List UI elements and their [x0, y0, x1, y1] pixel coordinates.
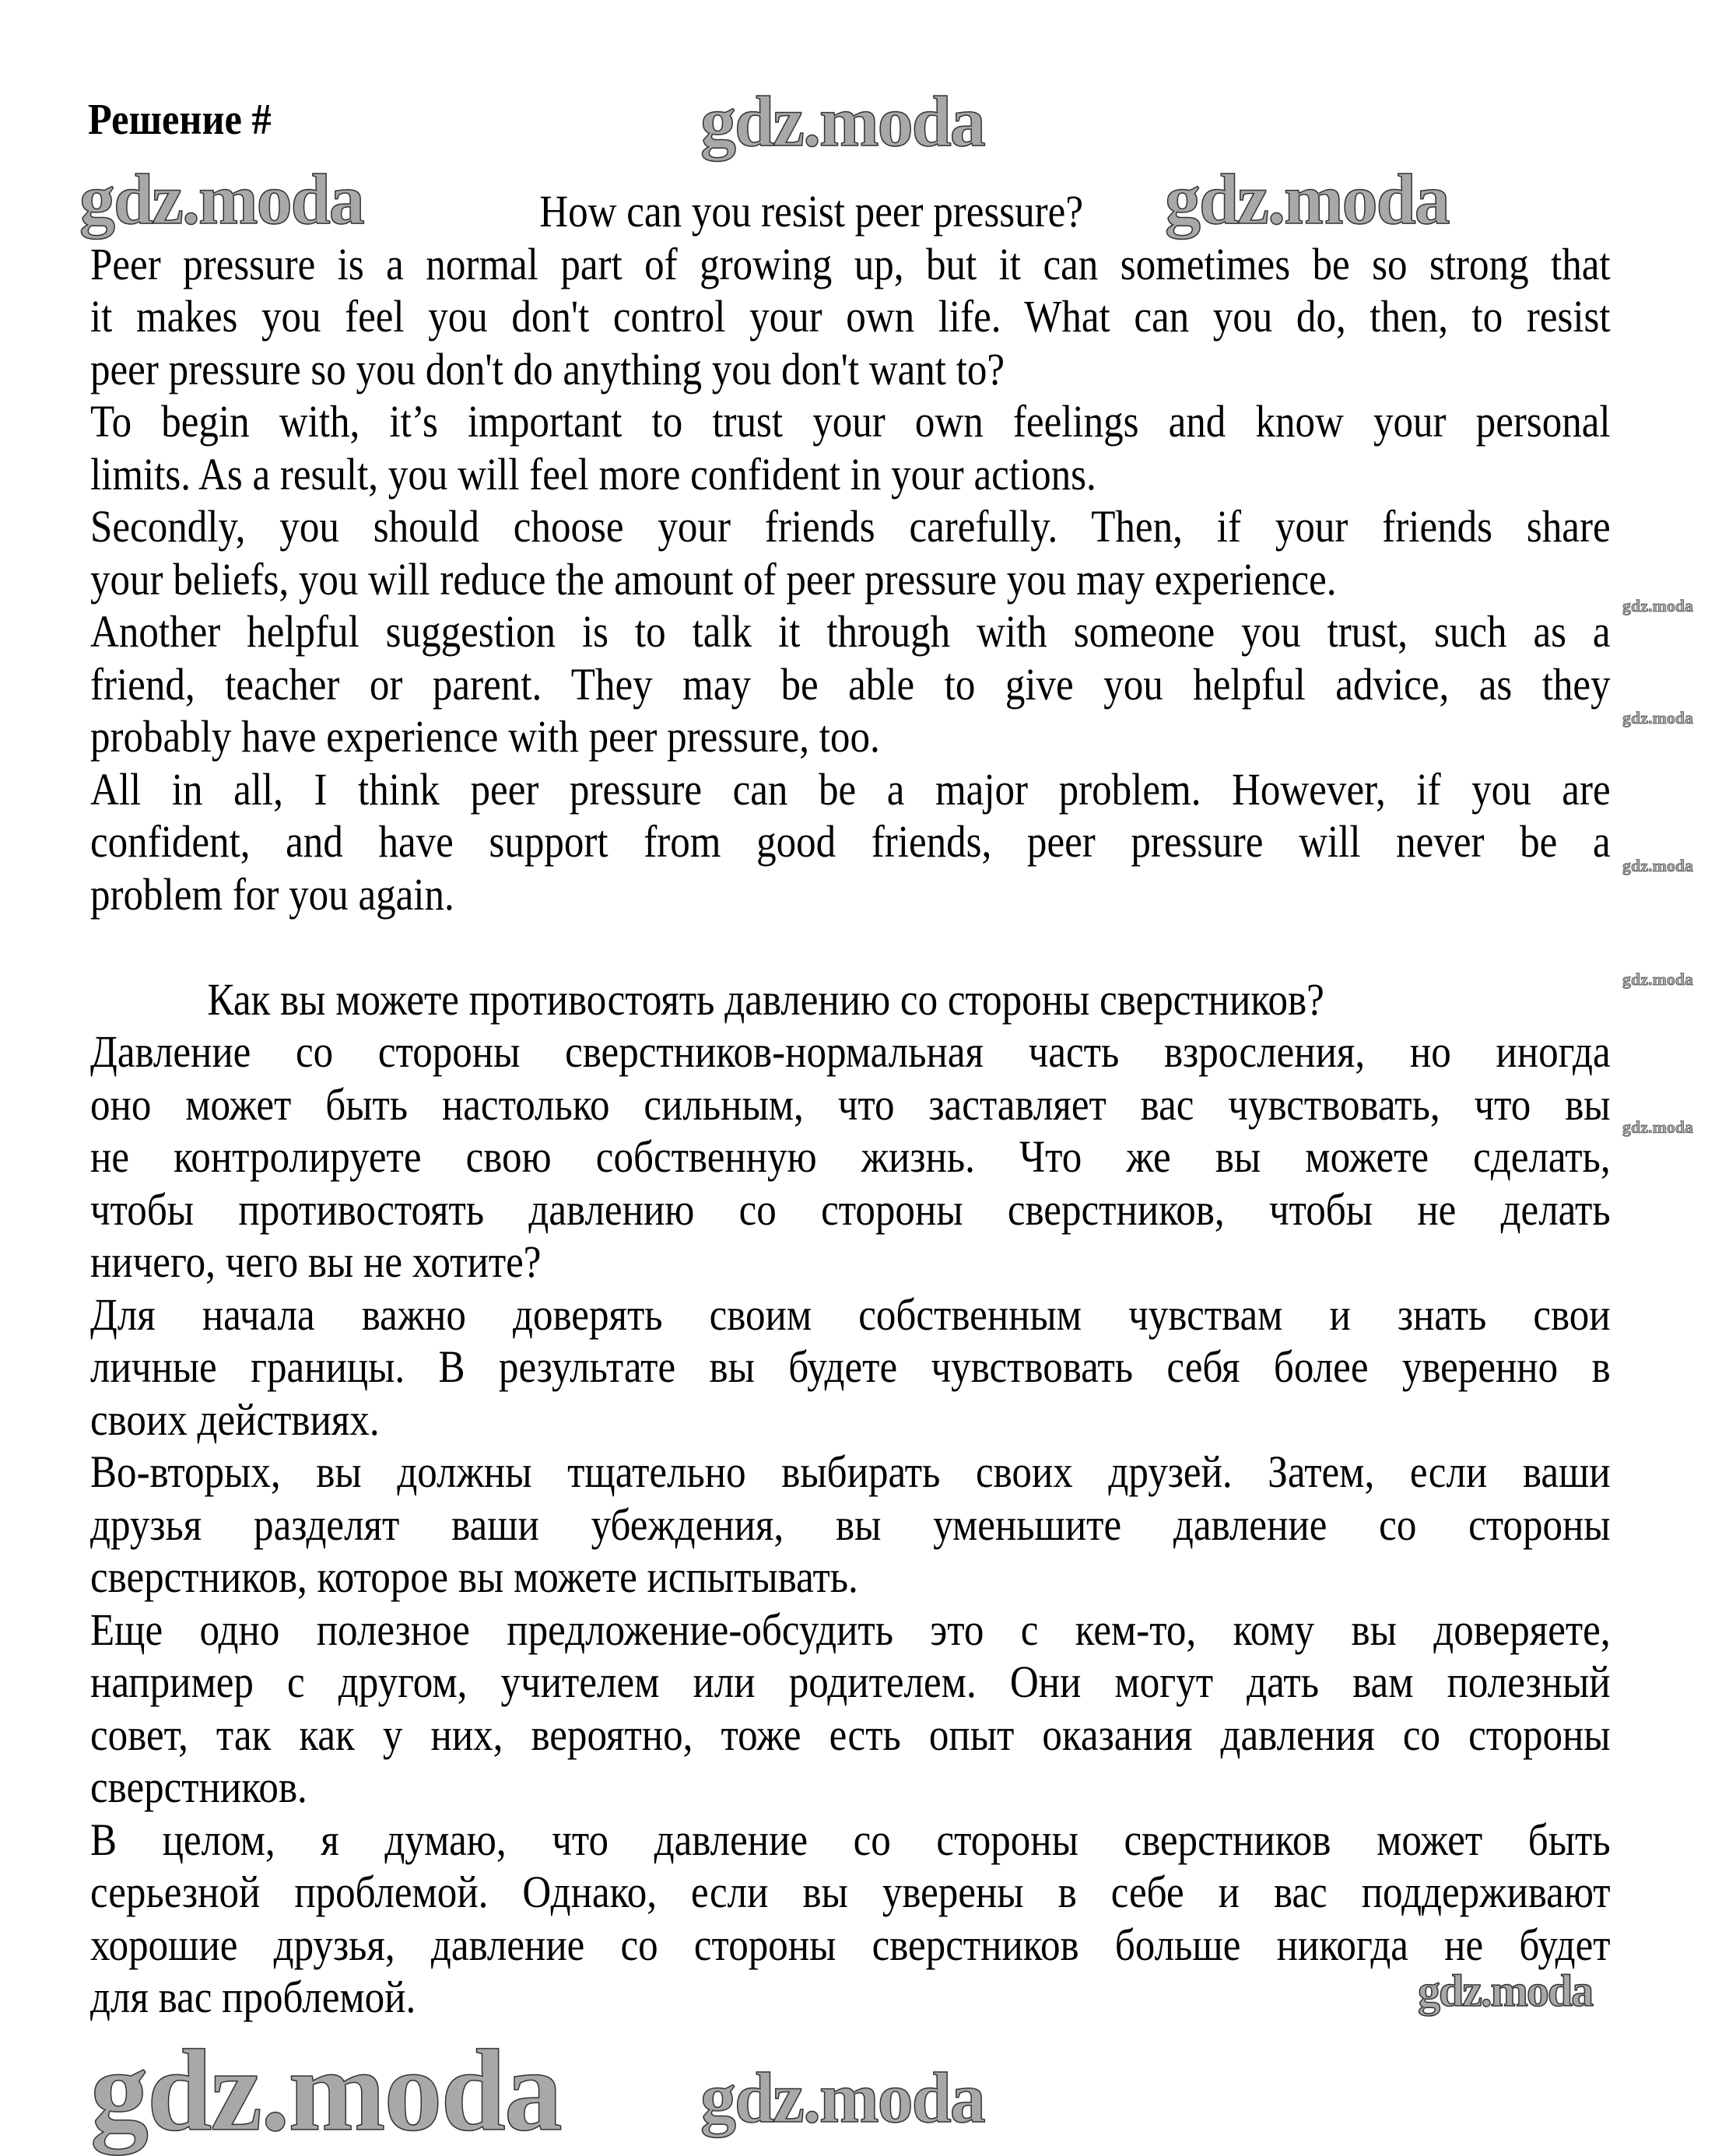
paragraph-line: для вас проблемой. [90, 1972, 416, 2022]
solution-heading: Решение # [88, 96, 272, 144]
paragraph-line: it makes you feel you don't control your own life. What can you do, then, to resist [90, 291, 1611, 342]
paragraph-line: confident, and have support from good friends, peer pressure will never be a [90, 816, 1611, 867]
paragraph-line: Peer pressure is a normal part of growing up, but it can sometimes be so strong that [90, 238, 1611, 289]
paragraph-line: например с другом, учителем или родителем. Они могут дать вам полезный [90, 1656, 1611, 1707]
paragraph-line: probably have experience with peer pressure, too. [90, 711, 880, 762]
watermark: gdz.moda [79, 160, 363, 239]
paragraph-line: friend, teacher or parent. They may be able to give you helpful advice, as they [90, 658, 1611, 710]
paragraph-line: Another helpful suggestion is to talk it through with someone you trust, such as a [90, 606, 1611, 657]
paragraph-line: problem for you again. [90, 868, 454, 920]
paragraph-line: peer pressure so you don't do anything you don't want to? [90, 343, 1005, 394]
paragraph-line: your beliefs, you will reduce the amount of peer pressure you may experience. [90, 553, 1337, 605]
russian-title: Как вы можете противостоять давлению со стороны сверстников? [207, 973, 1324, 1025]
english-title: How can you resist peer pressure? [539, 186, 1083, 237]
paragraph-line: не контролируете свою собственную жизнь. Что же вы можете сделать, [90, 1131, 1611, 1182]
paragraph-line: друзья разделят ваши убеждения, вы уменьшите давление со стороны [90, 1499, 1611, 1550]
paragraph-line: сверстников. [90, 1762, 307, 1812]
paragraph-line: оно может быть настолько сильным, что заставляет вас чувствовать, что вы [90, 1078, 1611, 1130]
watermark: gdz.moda [700, 2058, 984, 2137]
document-body [90, 185, 1611, 2024]
watermark: gdz.moda [1622, 856, 1694, 875]
paragraph-line: своих действиях. [90, 1394, 380, 1445]
paragraph-line: ничего, чего вы не хотите? [90, 1236, 542, 1287]
watermark: gdz.moda [90, 2026, 561, 2155]
paragraph-line: To begin with, it’s important to trust your own feelings and know your personal [90, 396, 1611, 447]
paragraph-line: хорошие друзья, давление со стороны сверстников больше никогда не будет [90, 1919, 1611, 1970]
paragraph-line: личные границы. В результате вы будете чувствовать себя более уверенно в [90, 1341, 1611, 1392]
paragraph-line: Давление со стороны сверстников-нормальная часть взросления, но иногда [90, 1026, 1611, 1077]
watermark: gdz.moda [1622, 969, 1694, 989]
paragraph-line: Еще одно полезное предложение-обсудить это с кем-то, кому вы доверяете, [90, 1604, 1611, 1655]
paragraph-line: Во-вторых, вы должны тщательно выбирать своих друзей. Затем, если ваши [90, 1446, 1611, 1497]
paragraph-line: серьезной проблемой. Однако, если вы уверены в себе и вас поддерживают [90, 1867, 1611, 1917]
watermark: gdz.moda [1622, 596, 1694, 615]
paragraph-line: Secondly, you should choose your friends carefully. Then, if your friends share [90, 501, 1611, 552]
paragraph-line: В целом, я думаю, что давление со стороны сверстников может быть [90, 1814, 1611, 1865]
paragraph-line: All in all, I think peer pressure can be a major problem. However, if you are [90, 763, 1611, 815]
paragraph-line: чтобы противостоять давлению со стороны сверстников, чтобы не делать [90, 1183, 1611, 1235]
paragraph-line: Для начала важно доверять своим собственным чувствам и знать свои [90, 1288, 1611, 1340]
paragraph-line: совет, так как у них, вероятно, тоже есть опыт оказания давления со стороны [90, 1709, 1611, 1760]
watermark: gdz.moda [1622, 1117, 1694, 1137]
spacer [90, 920, 1611, 973]
watermark: gdz.moda [1418, 1965, 1593, 2016]
paragraph-line: сверстников, которое вы можете испытывать. [90, 1551, 858, 1602]
paragraph-line: limits. As a result, you will feel more confident in your actions. [90, 448, 1096, 500]
watermark: gdz.moda [1165, 160, 1449, 239]
watermark: gdz.moda [700, 82, 984, 161]
watermark: gdz.moda [1622, 708, 1694, 727]
